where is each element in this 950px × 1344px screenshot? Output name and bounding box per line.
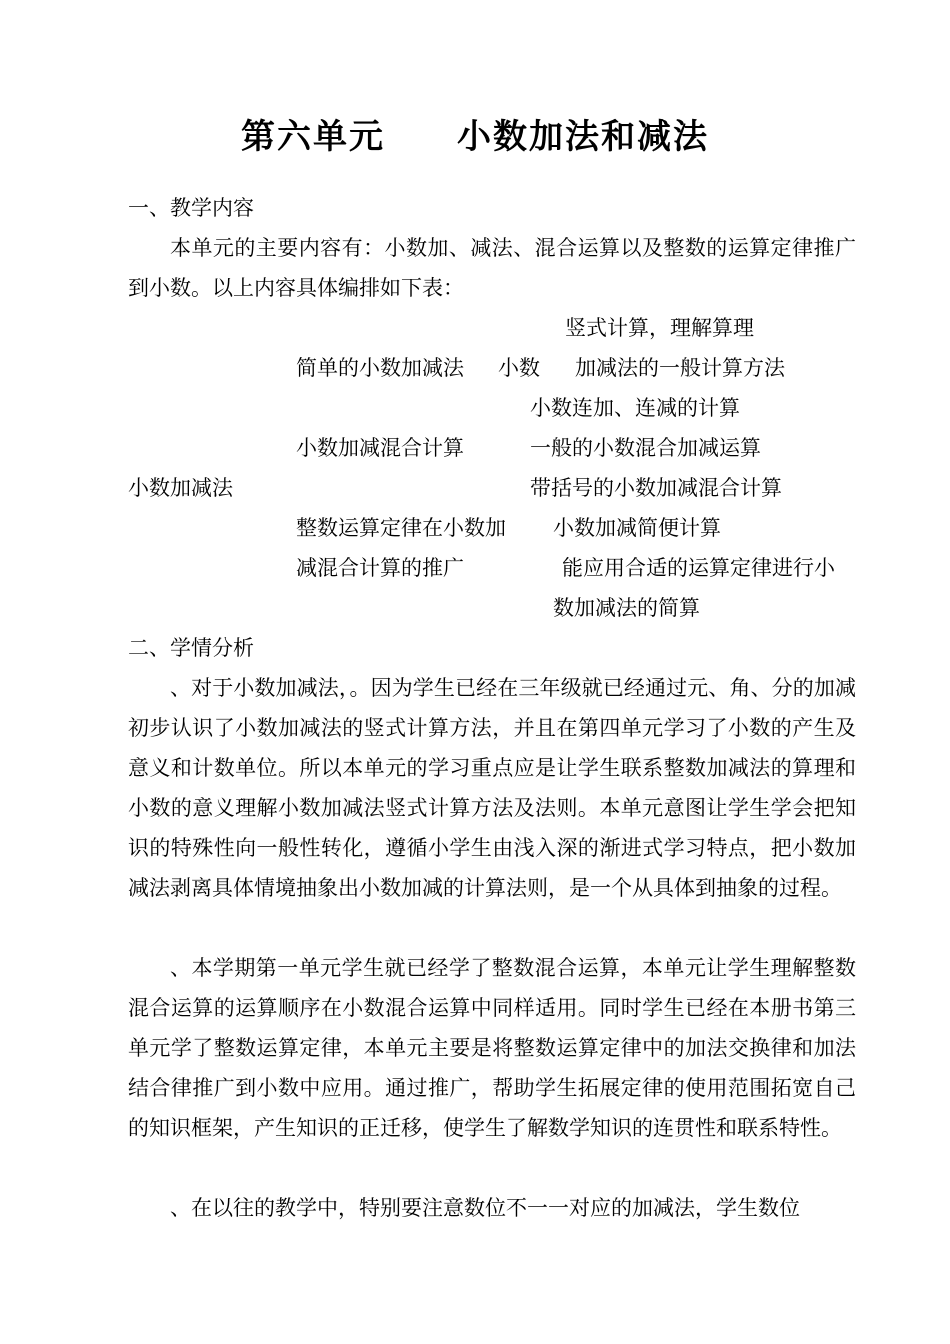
outline-leaf: 加减法的一般计算方法 (575, 356, 785, 380)
outline-branch: 简单的小数加减法 (296, 356, 464, 380)
outline-leaf: 带括号的小数加减混合计算 (530, 476, 782, 500)
section-heading-content: 一、教学内容 (128, 196, 254, 220)
outline-leaf: 能应用合适的运算定律进行小 (562, 556, 835, 580)
outline-leaf: 一般的小数混合加减运算 (530, 436, 761, 460)
analysis-paragraph-3: 、在以往的教学中，特别要注意数位不一一对应的加减法，学生数位 (170, 1196, 800, 1220)
content-intro-paragraph: 本单元的主要内容有：小数加、减法、混合运算以及整数的运算定律推广到小数。以上内容具体编排如下表： (128, 236, 856, 300)
outline-sub-branch: 小数 (498, 356, 540, 380)
outline-branch: 小数加减混合计算 (296, 436, 464, 460)
analysis-paragraph-2: 、本学期第一单元学生就已经学了整数混合运算，本单元让学生理解整数混合运算的运算顺序在小数混合运算中同样适用。同时学生已经在本册书第三单元学了整数运算定律，本单元主要是将整数运算定律中的加法交换律和加法结合律推广到小数中应用。通过推广，帮助学生拓展定律的使用范围拓宽自己的知识框架，产生知识的正迁移，使学生了解数学知识的连贯性和联系特性。 (128, 956, 856, 1140)
outline-root: 小数加减法 (128, 476, 233, 500)
page-title: 第六单元 小数加法和减法 (241, 117, 709, 157)
outline-branch: 整数运算定律在小数加 (296, 516, 506, 540)
outline-leaf-cont: 数加减法的简算 (553, 596, 700, 620)
outline-branch-cont: 减混合计算的推广 (296, 556, 464, 580)
outline-leaf: 竖式计算，理解算理 (565, 316, 754, 340)
section-heading-analysis: 二、学情分析 (128, 636, 254, 660)
outline-leaf: 小数加减简便计算 (553, 516, 721, 540)
analysis-paragraph-1: 、对于小数加减法，。因为学生已经在三年级就已经通过元、角、分的加减初步认识了小数加减法的竖式计算方法，并且在第四单元学习了小数的产生及意义和计数单位。所以本单元的学习重点应是让学生联系整数加减法的算理和小数的意义理解小数加减法竖式计算方法及法则。本单元意图让学生学会把知识的特殊性向一般性转化，遵循小学生由浅入深的渐进式学习特点，把小数加减法剥离具体情境抽象出小数加减的计算法则，是一个从具体到抽象的过程。 (128, 676, 856, 900)
outline-leaf: 小数连加、连减的计算 (530, 396, 740, 420)
